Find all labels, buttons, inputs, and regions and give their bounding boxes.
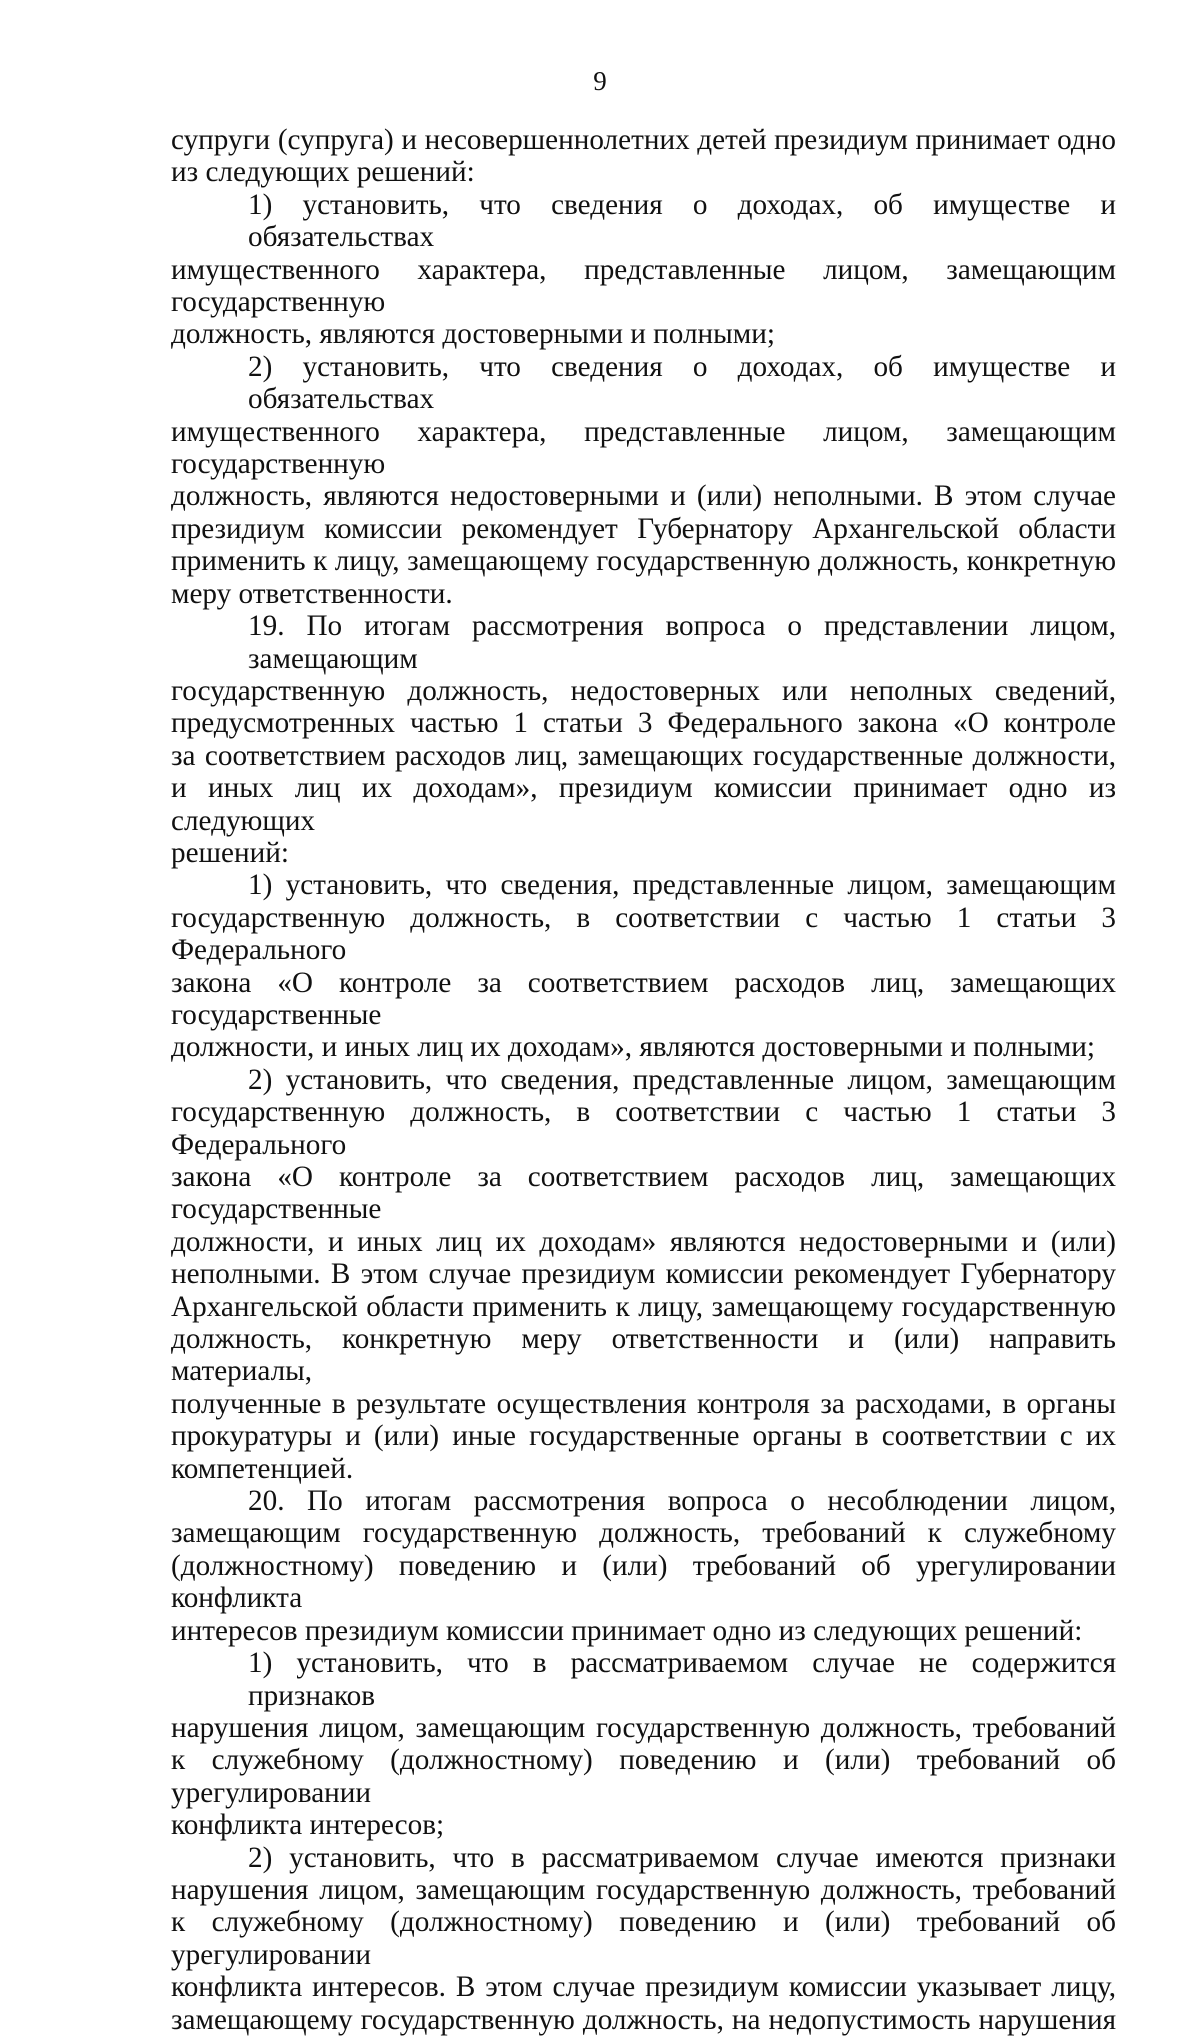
text-line: из следующих решений:	[171, 156, 475, 189]
document-body	[171, 124, 1116, 2036]
text-line: меру ответственности.	[171, 577, 453, 610]
paragraph	[171, 869, 1116, 1063]
text-line: имущественного характера, представленные лицом, замещающим государственную	[171, 415, 1116, 481]
text-line: конфликта интересов. В этом случае президиум комиссии указывает лицу,	[171, 1971, 1116, 2004]
text-line: за соответствием расходов лиц, замещающих государственные должности,	[171, 739, 1116, 772]
text-line: супруги (супруга) и несовершеннолетних детей президиум принимает одно	[171, 124, 1116, 156]
text-line: 19. По итогам рассмотрения вопроса о представлении лицом, замещающим	[248, 610, 1116, 675]
page-number: 9	[593, 66, 607, 96]
paragraph	[171, 189, 1116, 351]
text-line: Архангельской области применить к лицу, замещающему государственную	[171, 1290, 1116, 1323]
text-line: замещающему государственную должность, на недопустимость нарушения	[171, 2003, 1116, 2036]
text-line: 20. По итогам рассмотрения вопроса о несоблюдении лицом,	[248, 1485, 1116, 1518]
text-line: государственную должность, недостоверных или неполных сведений,	[171, 674, 1116, 707]
text-line: 2) установить, что в рассматриваемом случае имеются признаки	[248, 1841, 1116, 1874]
text-line: замещающим государственную должность, требований к служебному	[171, 1517, 1116, 1550]
text-line: компетенцией.	[171, 1452, 354, 1485]
paragraph	[171, 1647, 1116, 1841]
text-line: к служебному (должностному) поведению и (или) требований об урегулировании	[171, 1906, 1116, 1971]
text-line: нарушения лицом, замещающим государственную должность, требований	[171, 1711, 1116, 1744]
text-line: нарушения лицом, замещающим государственную должность, требований	[171, 1873, 1116, 1906]
text-line: должности, и иных лиц их доходам», являются достоверными и полными;	[171, 1031, 1095, 1064]
text-line: решений:	[171, 836, 289, 869]
text-line: 2) установить, что сведения, представленные лицом, замещающим	[248, 1063, 1116, 1096]
text-line: закона «О контроле за соответствием расходов лиц, замещающих государственные	[171, 966, 1116, 1031]
text-line: применить к лицу, замещающему государственную должность, конкретную	[171, 545, 1116, 578]
text-line: должность, конкретную меру ответственности и (или) направить материалы,	[171, 1323, 1116, 1388]
paragraph	[171, 124, 1116, 189]
text-line: и иных лиц их доходам», президиум комиссии принимает одно из следующих	[171, 772, 1116, 837]
text-line: 1) установить, что сведения, представленные лицом, замещающим	[248, 869, 1116, 902]
text-line: должность, являются достоверными и полными;	[171, 318, 775, 351]
paragraph	[171, 610, 1116, 869]
text-line: президиум комиссии рекомендует Губернатору Архангельской области	[171, 512, 1116, 545]
text-line: государственную должность, в соответствии с частью 1 статьи 3 Федерального	[171, 1096, 1116, 1161]
text-line: (должностному) поведению и (или) требований об урегулировании конфликта	[171, 1549, 1116, 1615]
paragraph	[171, 1842, 1116, 2036]
text-line: предусмотренных частью 1 статьи 3 Федерального закона «О контроле	[171, 707, 1116, 740]
text-line: полученные в результате осуществления контроля за расходами, в органы	[171, 1387, 1116, 1420]
text-line: 2) установить, что сведения о доходах, об имуществе и обязательствах	[248, 350, 1116, 416]
text-line: конфликта интересов;	[171, 1809, 445, 1842]
text-line: 1) установить, что в рассматриваемом случае не содержится признаков	[248, 1647, 1116, 1712]
text-line: 1) установить, что сведения о доходах, об имуществе и обязательствах	[248, 188, 1116, 254]
text-line: прокуратуры и (или) иные государственные органы в соответствии с их	[171, 1420, 1116, 1453]
text-line: должности, и иных лиц их доходам» являются недостоверными и (или)	[171, 1225, 1116, 1258]
paragraph	[171, 351, 1116, 610]
text-line: государственную должность, в соответствии с частью 1 статьи 3 Федерального	[171, 901, 1116, 967]
paragraph	[171, 1485, 1116, 1647]
text-line: неполными. В этом случае президиум комиссии рекомендует Губернатору	[171, 1258, 1116, 1291]
text-line: к служебному (должностному) поведению и (или) требований об урегулировании	[171, 1744, 1116, 1809]
text-line: имущественного характера, представленные лицом, замещающим государственную	[171, 253, 1116, 319]
text-line: интересов президиум комиссии принимает одно из следующих решений:	[171, 1614, 1083, 1647]
text-line: должность, являются недостоверными и (или) неполными. В этом случае	[171, 480, 1116, 513]
paragraph	[171, 1064, 1116, 1485]
text-line: закона «О контроле за соответствием расходов лиц, замещающих государственные	[171, 1161, 1116, 1226]
